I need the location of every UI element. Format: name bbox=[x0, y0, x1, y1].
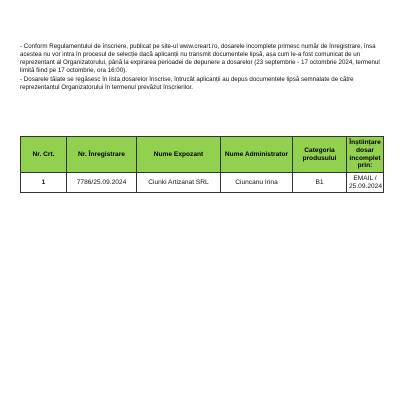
header-nr-crt: Nr. Crt. bbox=[21, 137, 67, 173]
header-categoria-produsului: Categoria produsului bbox=[293, 137, 347, 173]
table-row bbox=[21, 173, 384, 193]
cell-nume-expozant: Ciunki Artizanat SRL bbox=[137, 173, 221, 193]
cell-nume-administrator: Ciuncanu Irina bbox=[221, 173, 293, 193]
cell-instiintare: EMAIL / 25.09.2024 bbox=[347, 173, 384, 193]
notes-section bbox=[20, 43, 382, 94]
header-nr-inregistrare: Nr. Înregistrare bbox=[67, 137, 137, 173]
table-header-row bbox=[21, 137, 384, 173]
note-incomplete-files: - Conform Regulamentului de înscriere, publicat pe site-ul www.creart.ro, dosarele incomplete primesc număr de înregistrare, însa acestea nu vor intra în procesul de selecție dacă aplicanții nu transmit documentele lipsă, așa cum le-a fost comunicat de un reprezentant al Organizatorului, până la expirarea perioadei de depunere a dosarelor (23 septembrie - 17 octombrie 2024, termenul limită fiind pe 17 octombrie, ora 16:00). bbox=[20, 43, 380, 75]
header-nume-expozant: Nume Expozant bbox=[137, 137, 221, 173]
header-instiintare: Înștiințare dosar incomplet prin: bbox=[347, 137, 384, 173]
cell-nr-inregistrare: 7786/25.09.2024 bbox=[67, 173, 137, 193]
cell-nr-crt: 1 bbox=[21, 173, 67, 193]
cell-categoria-produsului: B1 bbox=[293, 173, 347, 193]
note-struck-files: - Dosarele tăiate se regăsesc în lista dosarelor înscrise, întrucât aplicanții au depus documentele lipsă semnalate de către reprezentantul Organizatorului în termenul prevăzut înscrierilor. bbox=[20, 76, 354, 92]
header-nume-administrator: Nume Administrator bbox=[221, 137, 293, 173]
registrations-table bbox=[20, 136, 384, 193]
